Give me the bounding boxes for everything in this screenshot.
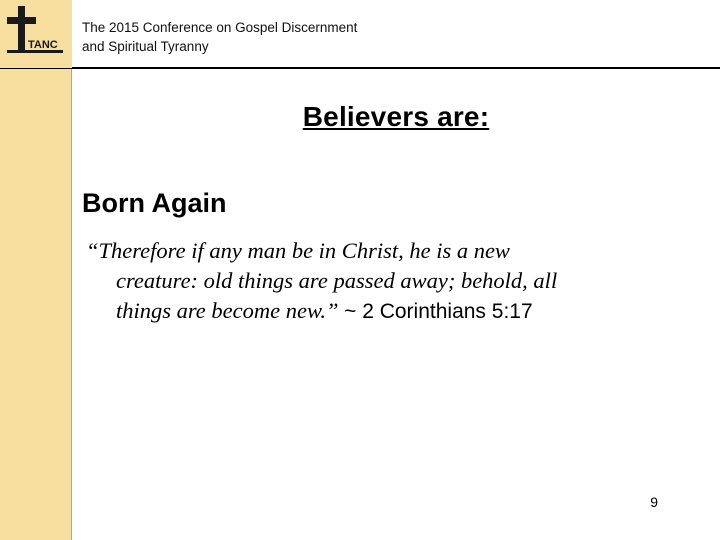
slide-header <box>72 0 720 68</box>
slide-title-text: Believers are: <box>302 101 490 132</box>
tanc-wordmark: TANC <box>28 39 58 51</box>
header-title-line2: and Spiritual Tyranny <box>82 39 209 54</box>
header-title-line1: The 2015 Conference on Gospel Discernment <box>82 20 358 35</box>
page-number: 9 <box>650 494 658 510</box>
quote-line-3: things are become new.” <box>116 298 339 323</box>
slide-title <box>72 101 720 133</box>
section-heading: Born Again <box>82 188 227 218</box>
tanc-logo <box>0 0 72 68</box>
quote-line-1: “Therefore if any man be in Christ, he is a new <box>86 238 510 263</box>
left-color-band <box>0 0 72 540</box>
cross-icon <box>4 4 68 64</box>
quote-reference: ~ 2 Corinthians 5:17 <box>344 300 533 323</box>
scripture-quote <box>86 236 686 327</box>
quote-line-2: creature: old things are passed away; behold, all <box>116 268 558 293</box>
slide-body <box>72 68 720 540</box>
header-title <box>82 18 682 56</box>
